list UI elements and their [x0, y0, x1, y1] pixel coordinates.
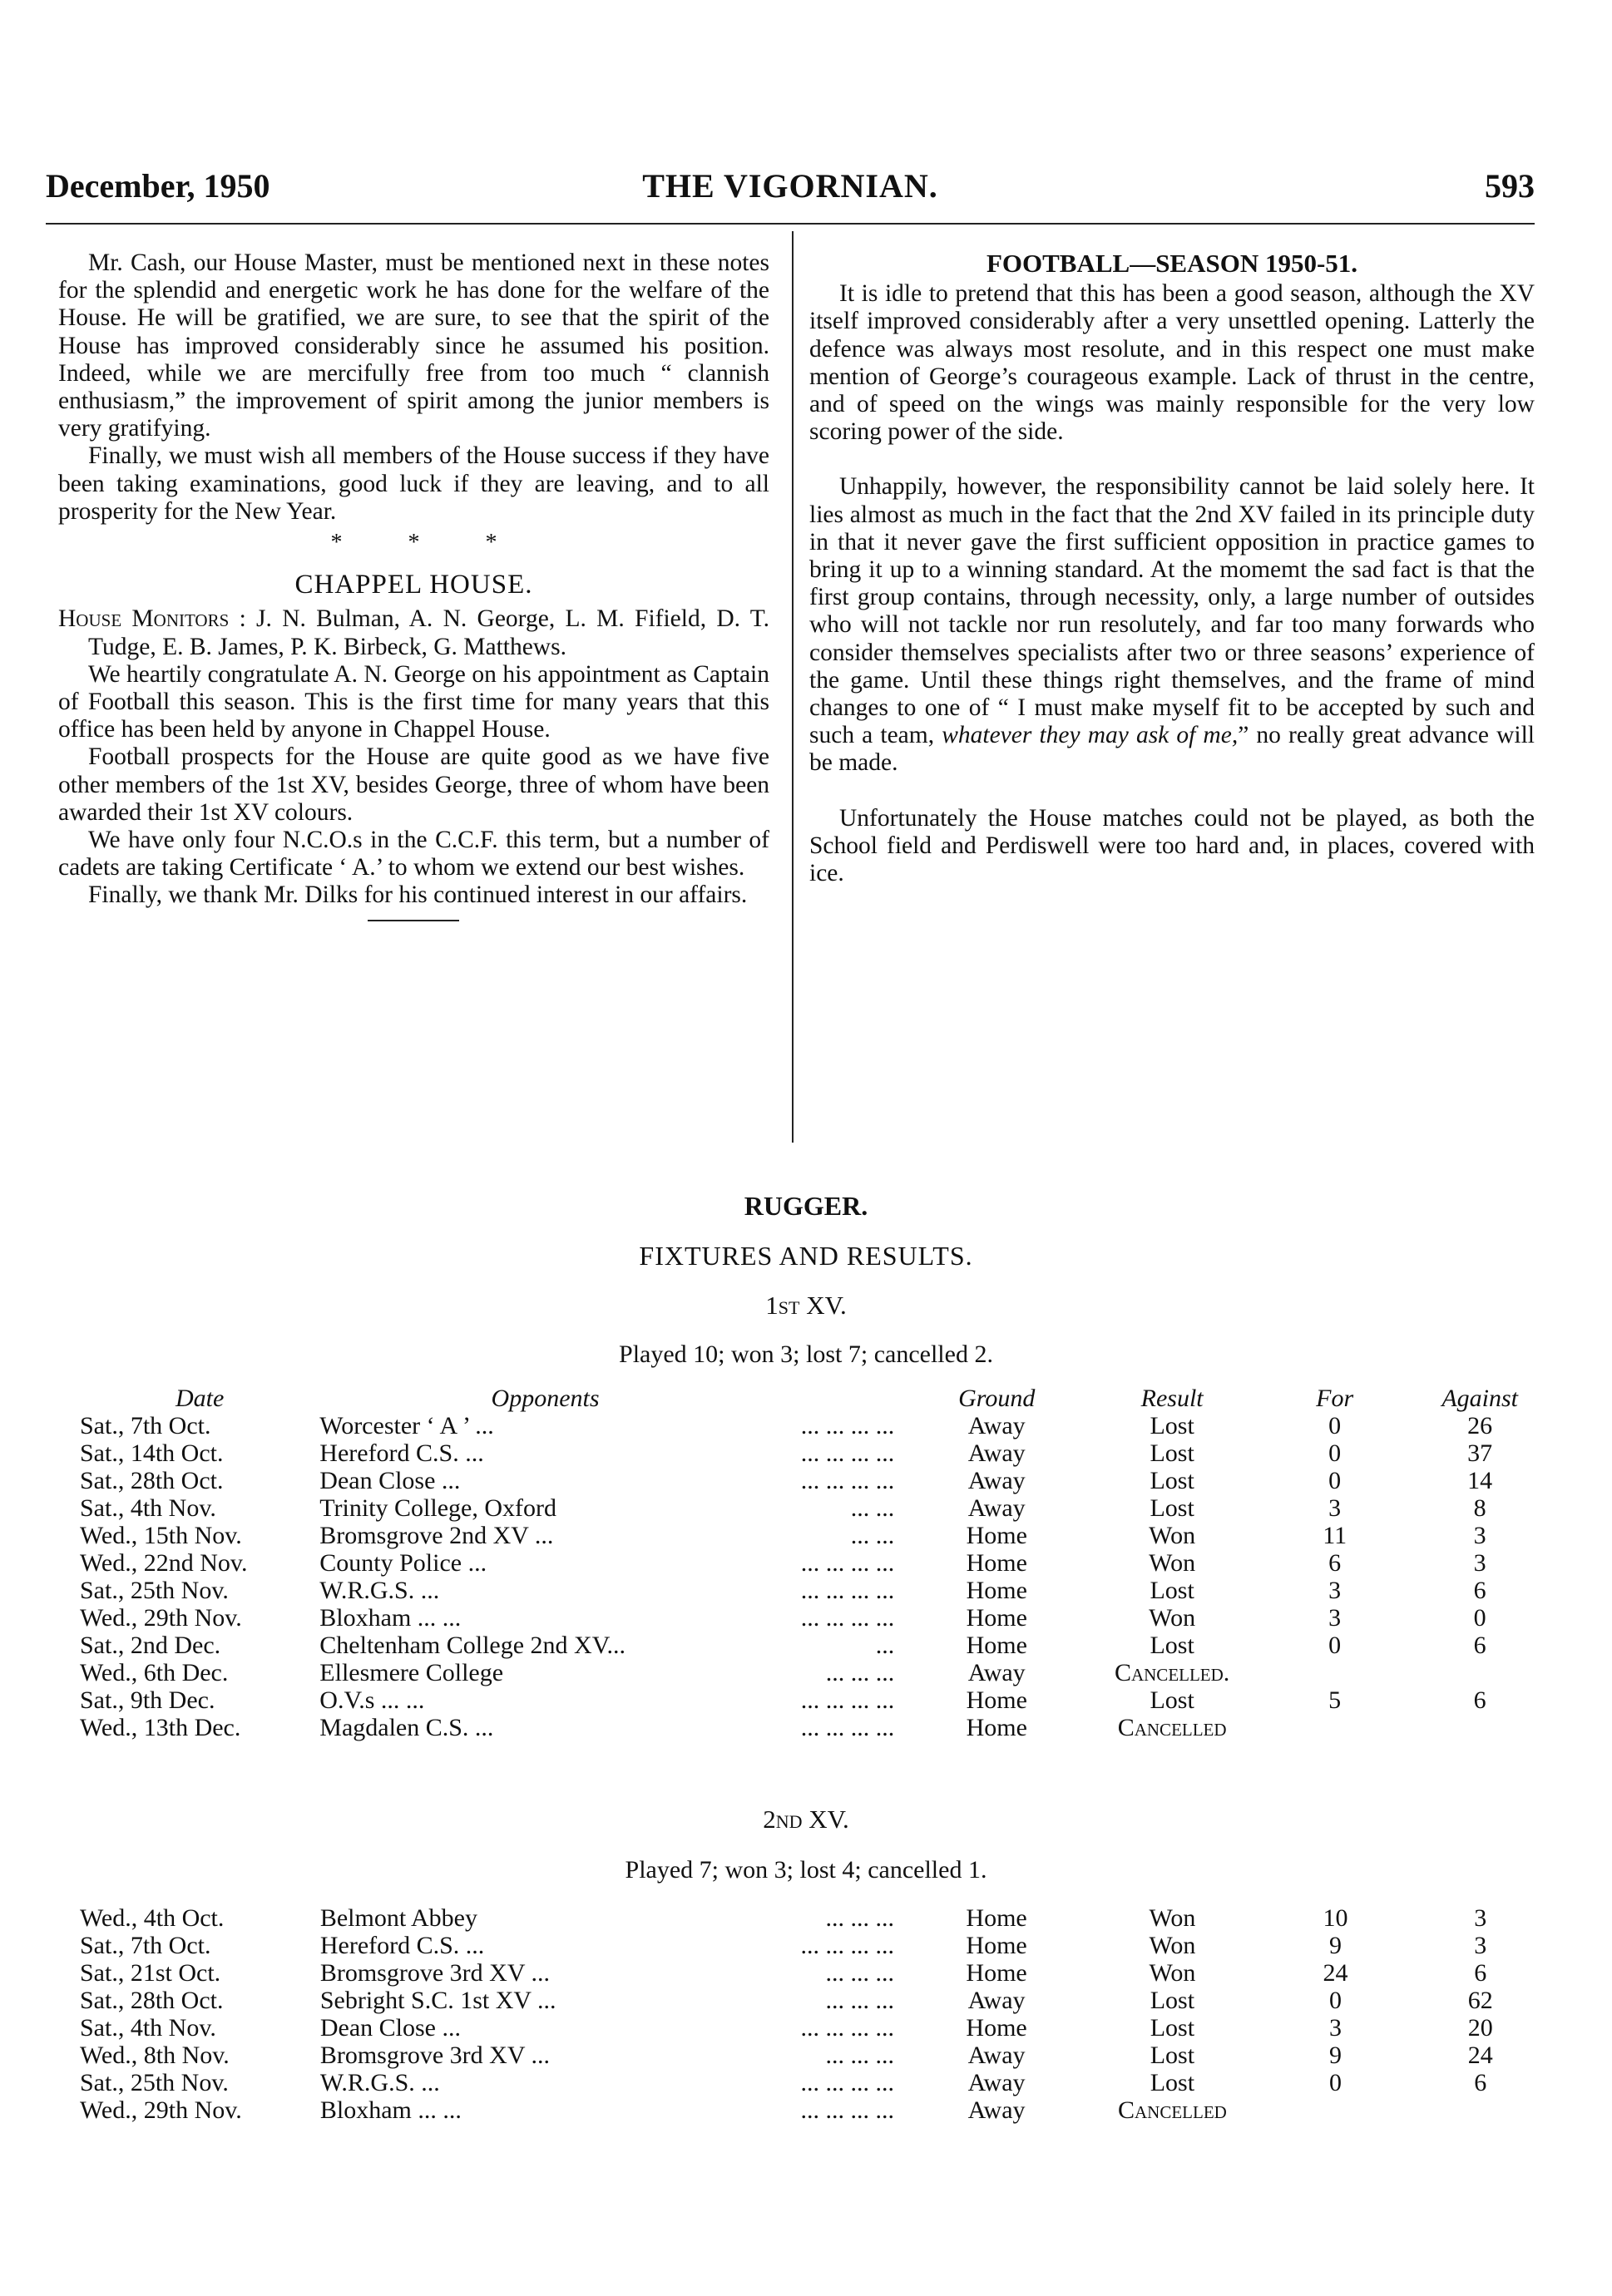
fixture-score-for: 0 [1328, 1439, 1342, 1467]
fixture-date: Sat., 21st Oct. [80, 1959, 221, 1987]
fixture-result: Lost [1150, 1439, 1194, 1467]
fixture-opponent: Worcester ‘ A ’ ... [319, 1412, 494, 1439]
emphasis-text: whatever they may ask of me, [942, 722, 1239, 749]
fixture-date: Wed., 13th Dec. [80, 1714, 241, 1741]
fixture-leader-dots: ... ... ... ... [800, 1604, 895, 1632]
fixture-ground: Away [967, 1987, 1026, 2014]
fixture-leader-dots: ... ... ... [825, 1959, 894, 1987]
fixture-score-for: 24 [1323, 1959, 1348, 1987]
second-xv-summary: Played 7; won 3; lost 4; cancelled 1. [625, 1856, 987, 1884]
fixture-score-for: 3 [1328, 1494, 1342, 1522]
fixture-date: Sat., 4th Nov. [80, 2014, 216, 2042]
page-header [46, 166, 1535, 216]
fixture-result: Lost [1150, 1494, 1194, 1522]
table-row [80, 2096, 1560, 2124]
issue-date: December, 1950 [46, 167, 270, 205]
fixture-score-for: 9 [1329, 2042, 1343, 2069]
fixture-opponent: W.R.G.S. ... [319, 1577, 440, 1604]
fixture-result: Won [1149, 1932, 1196, 1959]
fixture-opponent: Sebright S.C. 1st XV ... [319, 1987, 556, 2014]
fixture-result: Lost [1150, 1686, 1194, 1714]
fixture-score-for [1270, 1714, 1399, 1741]
table-header-row [80, 1385, 1560, 1412]
fixture-score-against: 3 [1474, 1932, 1487, 1959]
fixture-score-for: 6 [1328, 1549, 1342, 1577]
fixture-opponent: Hereford C.S. ... [319, 1439, 484, 1467]
fixture-result: Lost [1150, 2069, 1195, 2096]
table-row [80, 1604, 1560, 1632]
fixture-opponent: Hereford C.S. ... [319, 1932, 485, 1959]
fixture-score-for: 11 [1323, 1522, 1347, 1549]
table-row [80, 1494, 1560, 1522]
fixture-score-against: 6 [1474, 2069, 1487, 2096]
table-row [80, 1549, 1560, 1577]
fixture-result: Lost [1150, 1987, 1195, 2014]
col-result: Result [1140, 1385, 1204, 1412]
fixture-leader-dots: ... ... ... ... [800, 1932, 894, 1959]
right-column [809, 249, 1535, 887]
fixture-opponent: Ellesmere College [319, 1659, 504, 1686]
first-xv-summary: Played 10; won 3; lost 7; cancelled 2. [619, 1341, 993, 1368]
paragraph: Finally, we thank Mr. Dilks for his continued interest in our affairs. [88, 881, 748, 909]
fixture-leader-dots: ... ... [850, 1494, 895, 1522]
col-opponents: Opponents [491, 1385, 600, 1412]
monitors-text: : J. N. Bulman, A. N. George, L. M. Fifield, D. T. Tudge, E. B. James, P. K. Birbeck, G. Matthews. [88, 605, 770, 660]
col-for: For [1316, 1385, 1354, 1412]
fixture-leader-dots: ... ... ... [825, 1987, 894, 2014]
fixture-date: Wed., 8th Nov. [80, 2042, 230, 2069]
fixture-leader-dots: ... ... ... ... [800, 1549, 895, 1577]
fixture-date: Sat., 4th Nov. [80, 1494, 216, 1522]
first-xv-rows [80, 1412, 1560, 1741]
section-heading: CHAPPEL HOUSE. [294, 570, 533, 600]
fixture-score-for: 3 [1328, 1577, 1342, 1604]
paragraph: Mr. Cash, our House Master, must be mentioned next in these notes for the splendid and energetic work he has done for the welfare of the House. He will be gratified, we are sure, to see that the spirit of the House has improved considerably since he assumed his position. Indeed, while we are mercifully free from too much “ clannish enthusiasm,” the improvement of spirit among the junior members is very gratifying. [58, 249, 769, 442]
fixture-score-against: 20 [1467, 2014, 1493, 2042]
fixture-opponent: Bloxham ... ... [319, 2096, 462, 2124]
rugger-title: RUGGER. [744, 1191, 868, 1221]
col-spacer [771, 1385, 919, 1412]
fixture-ground: Home [966, 1549, 1027, 1577]
fixture-ground: Home [966, 2014, 1027, 2042]
fixture-date: Sat., 7th Oct. [80, 1412, 211, 1439]
fixture-ground: Home [966, 1686, 1027, 1714]
fixture-score-for: 0 [1328, 1412, 1342, 1439]
fixture-leader-dots: ... ... ... ... [800, 1412, 895, 1439]
fixture-score-against: 3 [1473, 1549, 1486, 1577]
fixture-score-against: 37 [1467, 1439, 1493, 1467]
fixture-score-against: 3 [1473, 1522, 1486, 1549]
header-rule [46, 223, 1535, 225]
column-divider [792, 231, 794, 1143]
fixture-leader-dots: ... ... ... ... [800, 2069, 894, 2096]
table-row [80, 2069, 1560, 2096]
fixture-opponent: Belmont Abbey [319, 1904, 477, 1932]
fixture-score-against: 62 [1467, 1987, 1493, 2014]
fixture-score-for [1270, 1659, 1399, 1686]
fixture-score-for: 0 [1328, 1467, 1342, 1494]
fixture-result: Won [1149, 1959, 1196, 1987]
fixture-result: Won [1149, 1604, 1196, 1632]
fixture-opponent: Magdalen C.S. ... [319, 1714, 494, 1741]
fixture-result: Lost [1150, 1632, 1194, 1659]
fixture-opponent: Bloxham ... ... [319, 1604, 462, 1632]
fixture-opponent: Trinity College, Oxford [319, 1494, 557, 1522]
fixture-result: Won [1149, 1522, 1196, 1549]
fixture-ground: Home [966, 1604, 1027, 1632]
fixtures-subtitle: FIXTURES AND RESULTS. [639, 1241, 973, 1271]
fixture-score-against [1399, 1714, 1560, 1741]
fixture-result: Cancelled [1117, 1714, 1227, 1741]
table-row [80, 2042, 1560, 2069]
fixture-opponent: Bromsgrove 3rd XV ... [319, 2042, 550, 2069]
fixture-leader-dots: ... ... ... [825, 1659, 895, 1686]
fixture-ground: Home [966, 1904, 1027, 1932]
fixture-ground: Away [967, 2069, 1026, 2096]
fixture-result: Cancelled [1118, 2096, 1227, 2124]
fixture-ground: Away [967, 1494, 1026, 1522]
section-separator: * * * [330, 530, 527, 556]
table-row [80, 1439, 1560, 1467]
fixture-leader-dots: ... ... ... ... [800, 2014, 894, 2042]
fixture-date: Sat., 25th Nov. [80, 1577, 229, 1604]
table-row [80, 1932, 1560, 1959]
fixture-score-against [1400, 2096, 1560, 2124]
col-date: Date [175, 1385, 225, 1412]
fixture-score-for: 5 [1328, 1686, 1342, 1714]
fixture-date: Wed., 4th Oct. [80, 1904, 225, 1932]
fixture-date: Sat., 14th Oct. [80, 1439, 224, 1467]
fixture-result: Lost [1150, 2042, 1195, 2069]
fixture-opponent: W.R.G.S. ... [319, 2069, 440, 2096]
fixture-score-for: 0 [1328, 1632, 1342, 1659]
paragraph: We have only four N.C.O.s in the C.C.F. this term, but a number of cadets are taking Certificate ‘ A.’ to whom we extend our best wishes. [58, 827, 769, 881]
fixture-ground: Away [967, 1439, 1026, 1467]
fixture-leader-dots: ... ... ... ... [800, 1439, 895, 1467]
fixture-leader-dots: ... ... ... ... [800, 1467, 895, 1494]
fixture-date: Wed., 29th Nov. [80, 2096, 242, 2124]
fixture-leader-dots: ... ... ... ... [800, 1577, 895, 1604]
fixture-score-against: 24 [1467, 2042, 1493, 2069]
table-row [80, 1522, 1560, 1549]
paragraph: Football prospects for the House are quite good as we have five other members of the 1st XV, besides George, three of whom have been awarded their 1st XV colours. [58, 743, 769, 826]
magazine-title: THE VIGORNIAN. [642, 167, 938, 205]
fixture-result: Won [1149, 1549, 1196, 1577]
table-row [80, 1577, 1560, 1604]
fixture-score-against [1399, 1659, 1560, 1686]
fixture-leader-dots: ... [875, 1632, 895, 1659]
first-xv-table [80, 1385, 1560, 1741]
fixture-result: Lost [1150, 2014, 1195, 2042]
fixture-date: Wed., 6th Dec. [80, 1659, 229, 1686]
fixture-opponent: O.V.s ... ... [319, 1686, 425, 1714]
fixture-score-for: 3 [1329, 2014, 1343, 2042]
fixture-score-for [1271, 2096, 1401, 2124]
fixture-leader-dots: ... ... [850, 1522, 895, 1549]
fixture-date: Sat., 28th Oct. [80, 1987, 224, 2014]
fixture-score-against: 26 [1467, 1412, 1493, 1439]
left-column [58, 249, 769, 921]
fixture-date: Sat., 25th Nov. [80, 2069, 229, 2096]
fixture-score-for: 0 [1329, 2069, 1343, 2096]
fixture-score-against: 6 [1473, 1577, 1486, 1604]
col-ground: Ground [958, 1385, 1036, 1412]
fixture-opponent: Cheltenham College 2nd XV... [319, 1632, 626, 1659]
table-row [80, 1904, 1560, 1932]
fixture-ground: Home [966, 1959, 1027, 1987]
fixture-ground: Home [966, 1714, 1027, 1741]
col-against: Against [1441, 1385, 1518, 1412]
paragraph: Unfortunately the House matches could not be played, as both the School field and Perdiswell were too hard and, in places, covered with ice. [809, 804, 1535, 887]
fixture-ground: Away [967, 1467, 1026, 1494]
fixture-ground: Home [966, 1632, 1027, 1659]
table-row [80, 1467, 1560, 1494]
fixture-leader-dots: ... ... ... ... [800, 1686, 895, 1714]
fixture-opponent: Dean Close ... [319, 2014, 461, 2042]
fixture-ground: Away [967, 1412, 1026, 1439]
fixture-result: Cancelled. [1114, 1659, 1230, 1686]
fixture-result: Lost [1150, 1577, 1194, 1604]
fixture-date: Wed., 29th Nov. [80, 1604, 242, 1632]
fixture-leader-dots: ... ... ... [825, 1904, 894, 1932]
fixture-opponent: County Police ... [319, 1549, 487, 1577]
fixture-score-for: 10 [1323, 1904, 1348, 1932]
fixture-score-against: 6 [1473, 1686, 1486, 1714]
paragraph [809, 473, 1535, 777]
second-xv-rows [80, 1904, 1560, 2124]
fixture-score-against: 3 [1474, 1904, 1487, 1932]
fixture-result: Lost [1150, 1467, 1194, 1494]
fixture-leader-dots: ... ... ... ... [800, 2096, 894, 2124]
fixture-result: Lost [1150, 1412, 1194, 1439]
fixture-score-against: 14 [1467, 1467, 1493, 1494]
fixture-opponent: Dean Close ... [319, 1467, 461, 1494]
fixture-date: Wed., 22nd Nov. [80, 1549, 248, 1577]
fixture-opponent: Bromsgrove 3rd XV ... [319, 1959, 550, 1987]
paragraph: It is idle to pretend that this has been a good season, although the XV itself improved considerably after a very unsettled opening. Latterly the defence was always most resolute, and in this respect one must make mention of George’s courageous example. Lack of thrust in the centre, and of speed on the wings was mainly responsible for the very low scoring power of the side. [809, 280, 1535, 446]
table-row [80, 2014, 1560, 2042]
table-row [80, 1659, 1560, 1686]
table-row [80, 1412, 1560, 1439]
fixture-score-for: 3 [1328, 1604, 1342, 1632]
fixture-ground: Away [967, 2042, 1026, 2069]
table-row [80, 1987, 1560, 2014]
fixture-leader-dots: ... ... ... ... [800, 1714, 895, 1741]
end-rule [368, 920, 459, 921]
fixture-ground: Home [966, 1932, 1027, 1959]
paragraph: Finally, we must wish all members of the House success if they have been taking examinations, good luck if they are leaving, and to all prosperity for the New Year. [58, 442, 769, 525]
second-xv-heading: 2nd XV. [763, 1805, 849, 1834]
monitors-label: House Monitors [58, 605, 230, 633]
table-row [80, 1686, 1560, 1714]
paragraph-text: ” no really great advance will be made. [809, 722, 1535, 777]
fixture-ground: Away [967, 2096, 1026, 2124]
fixture-score-against: 8 [1473, 1494, 1486, 1522]
page-number: 593 [1485, 167, 1535, 205]
fixture-date: Sat., 28th Oct. [80, 1467, 224, 1494]
table-row [80, 1959, 1560, 1987]
fixture-opponent: Bromsgrove 2nd XV ... [319, 1522, 554, 1549]
paragraph: We heartily congratulate A. N. George on his appointment as Captain of Football this season. This is the first time for many years that this office has been held by anyone in Chappel House. [58, 660, 769, 743]
house-monitors [58, 605, 769, 660]
fixture-score-against: 0 [1473, 1604, 1486, 1632]
fixture-date: Sat., 7th Oct. [80, 1932, 211, 1959]
fixture-ground: Away [967, 1659, 1026, 1686]
fixture-score-against: 6 [1473, 1632, 1486, 1659]
fixture-date: Sat., 2nd Dec. [80, 1632, 221, 1659]
fixture-ground: Home [966, 1577, 1027, 1604]
fixture-ground: Home [966, 1522, 1027, 1549]
first-xv-heading: 1st XV. [765, 1291, 847, 1320]
fixture-score-for: 0 [1329, 1987, 1343, 2014]
section-heading: FOOTBALL—SEASON 1950-51. [986, 249, 1358, 278]
fixture-score-for: 9 [1329, 1932, 1343, 1959]
fixture-leader-dots: ... ... ... [825, 2042, 894, 2069]
fixture-result: Won [1149, 1904, 1196, 1932]
fixture-date: Wed., 15th Nov. [80, 1522, 242, 1549]
paragraph-text: Unhappily, however, the responsibility cannot be laid solely here. It lies almost as much in the fact that the 2nd XV failed in its principle duty in that it never gave the first sufficient opposition in practice games to bring it up to a winning standard. At the momemt the sad fact is that the first group contains, through necessity, only, a large number of outsides who will not tackle nor run resolutely, and far too many forwards who consider themselves specialists after two or three seasons’ experience of the game. Until these things right themselves, and the frame of mind changes to one of “ I must make myself fit to be accepted by such and such a team, [809, 473, 1535, 749]
table-row [80, 1714, 1560, 1741]
second-xv-table [80, 1904, 1560, 2124]
table-row [80, 1632, 1560, 1659]
fixture-date: Sat., 9th Dec. [80, 1686, 215, 1714]
fixture-score-against: 6 [1474, 1959, 1487, 1987]
